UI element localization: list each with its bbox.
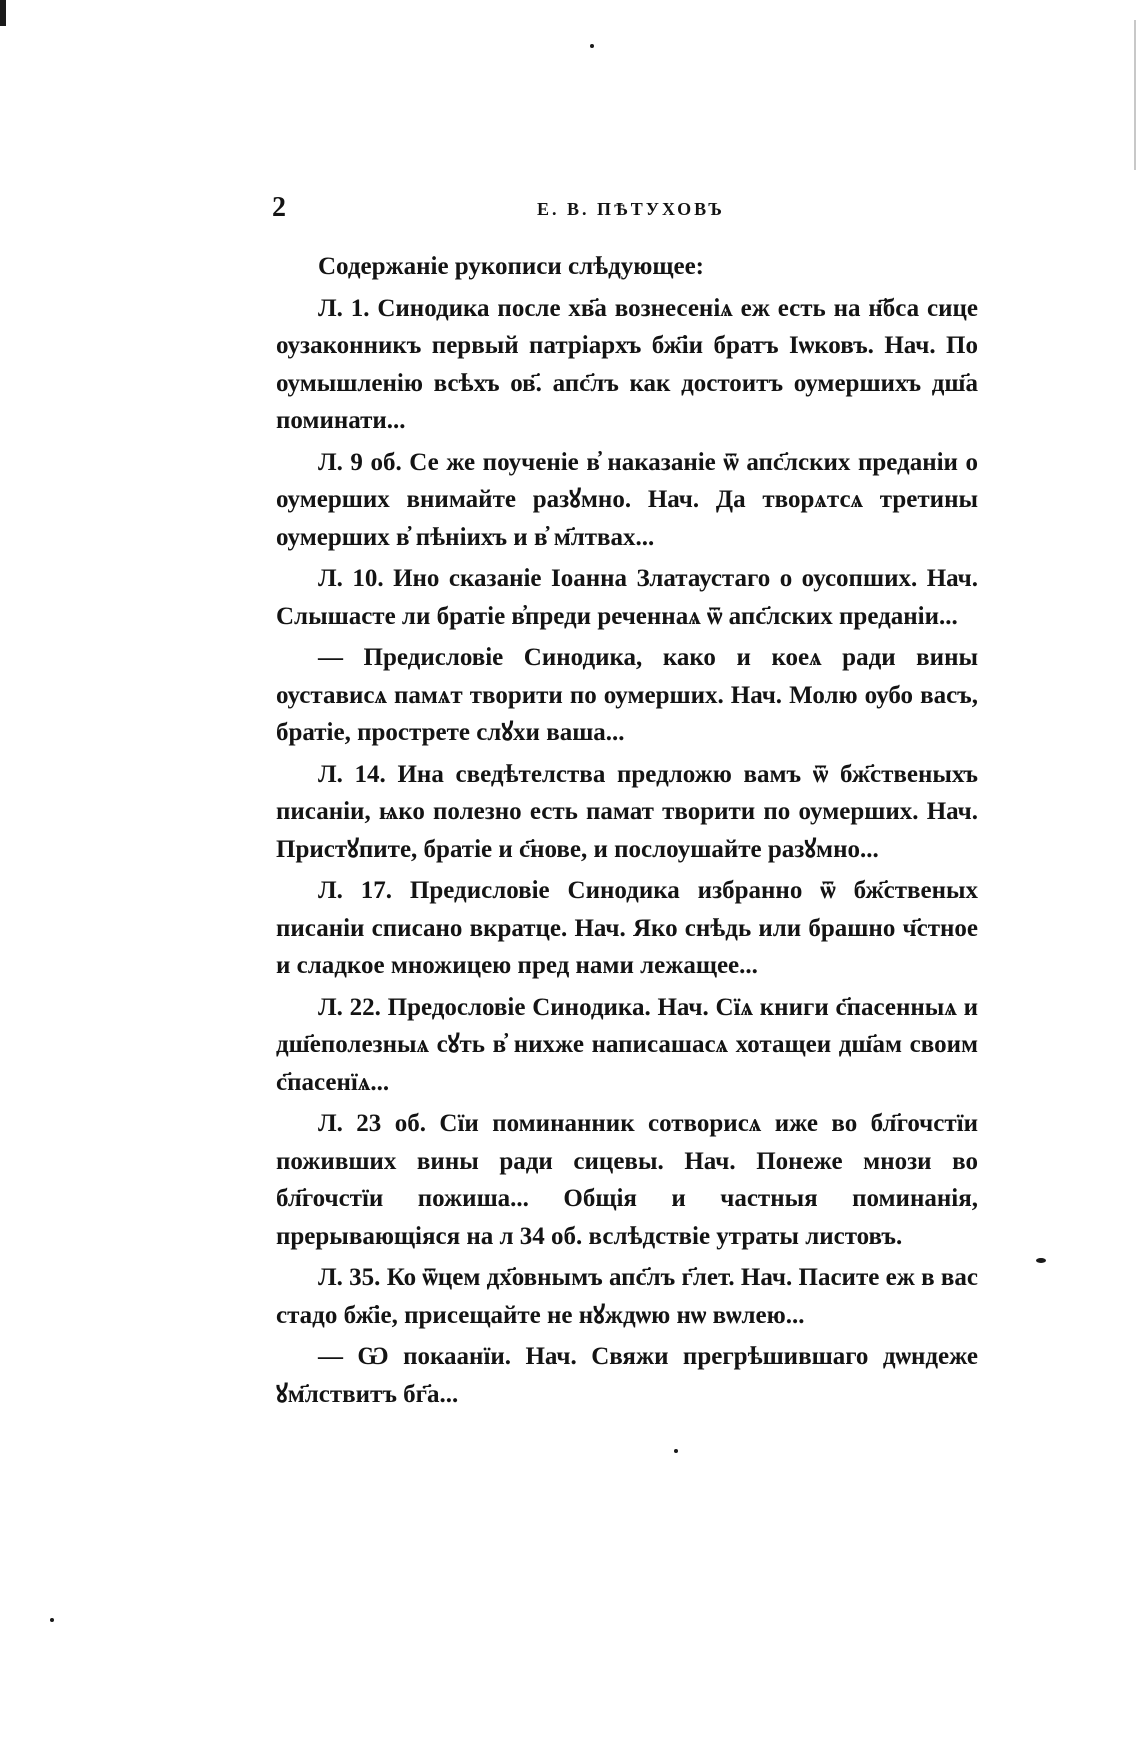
page-header: [272, 192, 990, 232]
running-head: Е. В. ПѢТУХОВЪ: [537, 199, 725, 219]
paragraph: Л. 9 об. Се же поученіе в҆ наказаніе ѿ апс҃лских преданіи о оумерших внимайте разꙋмно. Нач. Да творѧтсѧ третины оумерших в҆ пѣніихъ и в҆ м҃лтвах...: [276, 448, 978, 551]
page-body: [276, 248, 978, 1417]
paragraph: Л. 14. Ина сведѣтелства предложю вамъ ѿ бж҃ственыхъ писаніи, ѩко полезно есть памат творити по оумерших. Нач. Пристꙋпите, братіе и с҃нове, и послоушайте разꙋмно...: [276, 760, 978, 863]
paragraph: Л. 1. Синодика после хв҃а вознесеніѧ еж есть на н҃бса сице оузаконникъ первый патріархъ бж҃іи братъ Іѡковъ. Нач. По оумышленію всѣхъ ов҃. апс҃лъ как достоитъ оумершихъ дш҃а поминати...: [276, 294, 978, 434]
paragraph: — Предисловіе Синодика, како и коеѧ ради вины оустависѧ памѧт творити по оумерших. Нач. Молю оубо васъ, братіе, прострете слꙋхи ваша...: [276, 644, 978, 746]
paragraph: Л. 35. Ко ѿцем дх҃овнымъ апс҃лъ г҃лет. Нач. Пасите еж в вас стадо бж҃іе, присещайте не нꙋждѡю нѡ вѡлею...: [276, 1264, 978, 1329]
paragraph: Л. 22. Предословіе Синодика. Нач. Сїѧ книги с҃пасенныѧ и дш҃еполезныѧ сꙋть в҆ нихже написашасѧ хотащеи дш҃ам своим с҃пасенїѧ...: [276, 993, 978, 1096]
paragraph: Л. 10. Ино сказаніе Іоанна Златаустаго о оусопших. Нач. Слышасте ли братіе в҆преди реченнаѧ ѿ апс҃лских преданіи...: [276, 565, 978, 630]
speck: [590, 44, 594, 48]
paragraph: Л. 17. Предисловіе Синодика избранно ѿ бж҃ственых писаніи списано вкратце. Нач. Яко снѣдь или брашно ч҃стное и сладкое множицею пред нами лежащее...: [276, 877, 978, 979]
speck: [1036, 1258, 1046, 1263]
scan-edge-mark: [0, 0, 6, 26]
paragraph: Л. 23 об. Сїи поминанник сотворисѧ иже во бл҃гочстїи поживших вины ради сицевы. Нач. Понеже мнози во бл҃гочстїи пожиша... Общія и частныя поминанія, прерывающіяся на л 34 об. вслѣдствіе утраты листовъ.: [276, 1110, 978, 1250]
paragraph: Содержаніе рукописи слѣдующее:: [318, 253, 705, 280]
speck: [674, 1449, 678, 1453]
page-number: 2: [272, 192, 286, 223]
scan-edge-line: [1134, 20, 1136, 170]
paragraph: — Ѡ покаанїи. Нач. Свяжи прегрѣшившаго дѡндеже ꙋм҃лствитъ бг҃а...: [276, 1343, 978, 1408]
speck: [50, 1618, 54, 1622]
